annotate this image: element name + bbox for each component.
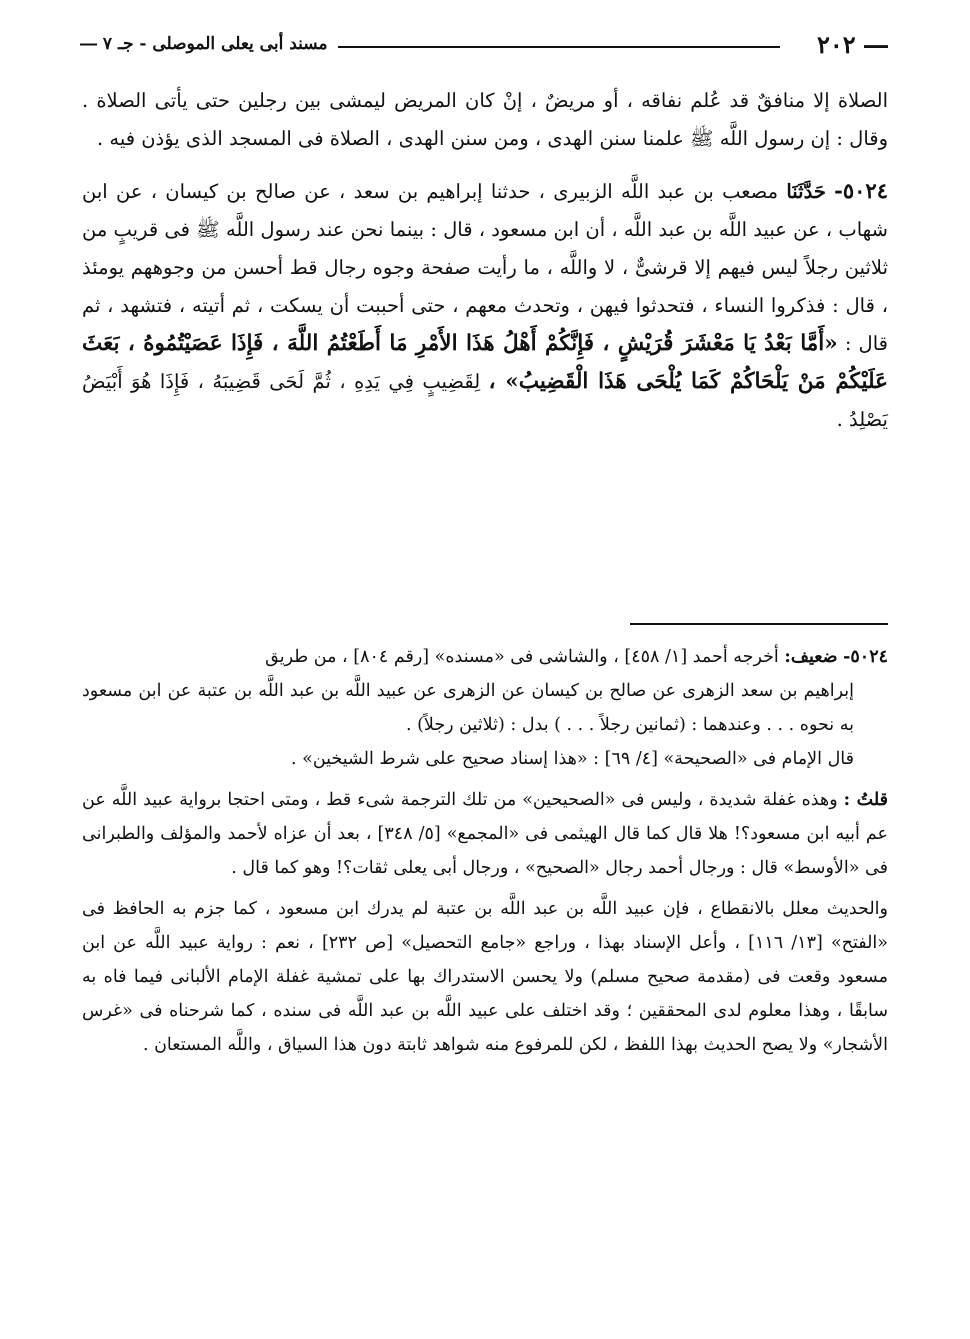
footnote-continuation: إبراهيم بن سعد الزهرى عن صالح بن كيسان عن الزهرى عن عبيد اللَّه بن عبد اللَّه بن عتبة عن ابن مسعود به نحوه . . . وعندهما : (ثمانين رجلاً . . . ) بدل : (ثلاثين رجلاً) . — [82, 681, 854, 735]
page-number: ― ٢٠٢ — [816, 30, 888, 59]
footnote-qultu — [82, 783, 888, 885]
footnote-number: ٥٠٢٤- — [843, 647, 888, 667]
haddathana-word: حَدَّثَنَا — [786, 180, 826, 203]
footnote-text: أخرجه أحمد [١/ ٤٥٨] ، والشاشى فى «مسنده» [رقم ٨٠٤] ، من طريق — [265, 647, 779, 667]
header-rule — [338, 46, 780, 48]
hadith-number: ٥٠٢٤- — [834, 178, 888, 203]
paragraph-continuation: الصلاة إلا منافقٌ قد عُلم نفاقه ، أو مريضٌ ، إنْ كان المريض ليمشى بين رجلين حتى يأتى الصلاة . وقال : إن رسول اللَّه ﷺ علمنا سنن الهدى ، ومن سنن الهدى ، الصلاة فى المسجد الذى يؤذن فيه . — [82, 89, 888, 150]
hadith-isnad-text: مصعب بن عبد اللَّه الزبيرى ، حدثنا إبراهيم بن سعد ، عن صالح بن كيسان ، عن ابن شهاب ، عن عبيد اللَّه بن عبد اللَّه ، أن ابن مسعود ، قال : بينما نحن عند رسول اللَّه ﷺ فى قريبٍ من ثلاثين رجلاً ليس فيهم إلا قرشىٌّ ، لا واللَّه ، ما رأيت صفحة وجوه رجال قط أحسن من وجوههم يومئذ ، قال : فذكروا النساء ، فتحدثوا فيهن ، وتحدث معهم ، حتى أحببت أن يسكت ، ثم أتيته ، فتشهد ، ثم قال : — [82, 180, 888, 355]
qultu-text: وهذه غفلة شديدة ، وليس فى «الصحيحين» من تلك الترجمة شىء قط ، ومتى احتجا برواية عبيد اللَّه عن عم أبيه ابن مسعود؟! هلا قال كما قال الهيثمى فى «المجمع» [٥/ ٣٤٨] ، بعد أن عزاه لأحمد والمؤلف والطبرانى فى «الأوسط» قال : ورجال أحمد رجال «الصحيح» ، ورجال أبى يعلى ثقات؟! وهو كما قال . — [82, 790, 888, 878]
main-text — [82, 82, 888, 439]
hadith-ending: لِقَضِيبٍ فِي يَدِهِ ، ثُمَّ لَحَى قَضِيبَهُ ، فَإِذَا هُوَ أَبْيَضُ يَصْلِدُ . — [82, 370, 888, 431]
running-title: مسند أبى يعلى الموصلى - جـ ٧ ― — [80, 34, 328, 54]
footnote-separator — [630, 623, 888, 625]
footnotes — [82, 640, 888, 1062]
footnote-albani-quote: قال الإمام فى «الصحيحة» [٤/ ٦٩] : «هذا إسناد صحيح على شرط الشيخين» . — [290, 749, 854, 769]
page-header — [80, 30, 888, 64]
grade-label: ضعيف: — [784, 647, 838, 667]
prophetic-speech: «أَمَّا بَعْدُ يَا مَعْشَرَ قُرَيْشٍ ، فَإِنَّكُمْ أَهْلُ هَذَا الأَمْرِ مَا أَطَعْتُمُ اللَّهَ ، فَإِذَا عَصَيْتُمُوهُ ، بَعَثَ عَلَيْكُمْ مَنْ يَلْحَاكُمْ كَمَا يُلْحَى هَذَا الْقَضِيبُ» ، — [82, 331, 888, 394]
qultu-label: قلتُ : — [843, 790, 888, 810]
hadith-paragraph — [82, 172, 888, 439]
footnote-takhrij — [82, 640, 888, 674]
footnote-illah: والحديث معلل بالانقطاع ، فإن عبيد اللَّه بن عبد اللَّه بن عتبة لم يدرك ابن مسعود ، كما جزم به الحافظ فى «الفتح» [١٣/ ١١٦] ، وأعل الإسناد بهذا ، وراجع «جامع التحصيل» [ص ٢٣٢] ، نعم : رواية عبيد اللَّه عن ابن مسعود وقعت فى (مقدمة صحيح مسلم) ولا يحسن الاستدراك بها على تمشية غفلة الإمام الألبانى فيما فاه به سابقًا ، وهذا معلوم لدى المحققين ؛ وقد اختلف على عبيد اللَّه بن عبد اللَّه فى سنده ، كما شرحناه فى «غرس الأشجار» ولا يصح الحديث بهذا اللفظ ، لكن للمرفوع منه شواهد ثابتة دون هذا السياق ، واللَّه المستعان . — [82, 899, 888, 1055]
